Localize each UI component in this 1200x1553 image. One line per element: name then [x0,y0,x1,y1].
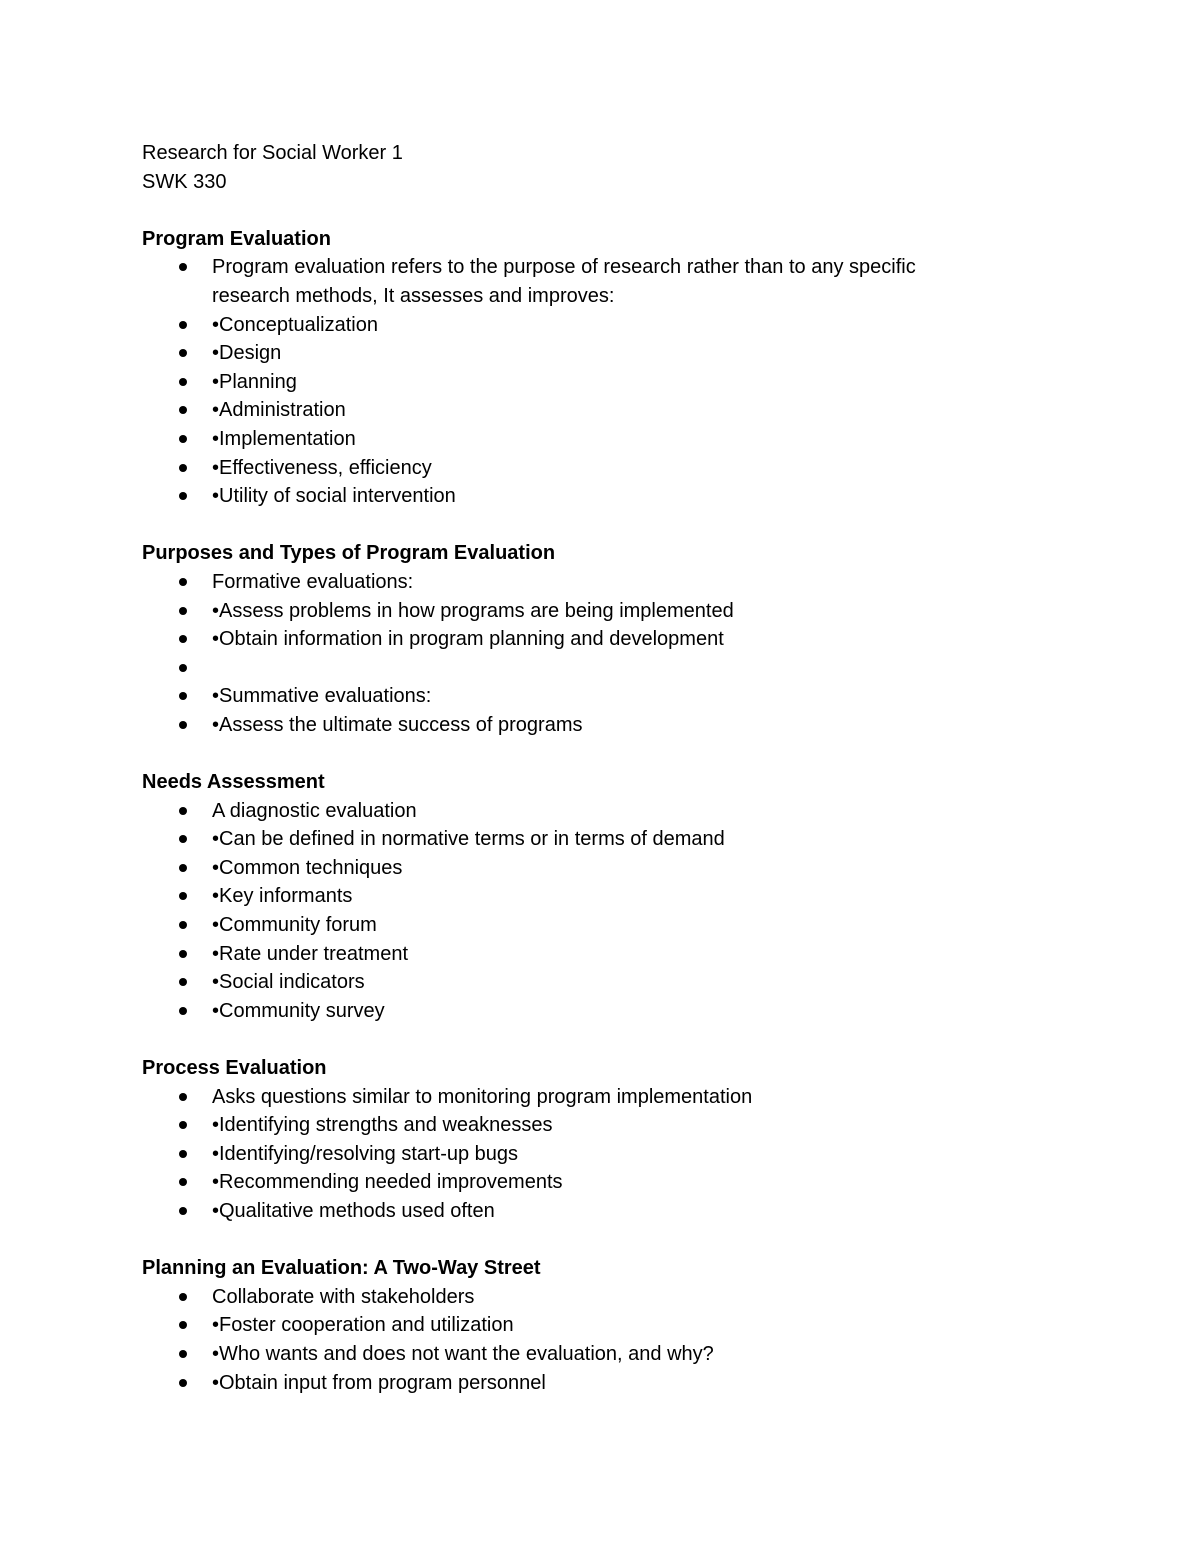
bullet-dot-icon [179,406,187,414]
bullet-dot-icon [179,892,187,900]
bullet-list-purposes-types [142,568,1042,740]
list-item: •Community forum [142,911,992,940]
bullet-list-planning-evaluation [142,1283,1042,1397]
blank-line [142,196,1042,225]
list-item: •Planning [142,368,992,397]
bullet-dot-icon [179,978,187,986]
list-item: •Common techniques [142,854,992,883]
blank-line [142,1226,1042,1255]
list-item: •Rate under treatment [142,940,992,969]
bullet-dot-icon [179,721,187,729]
bullet-dot-icon [179,1207,187,1215]
list-item: •Foster cooperation and utilization [142,1311,992,1340]
list-item: •Effectiveness, efficiency [142,454,992,483]
bullet-dot-icon [179,349,187,357]
section-heading-purposes-types: Purposes and Types of Program Evaluation [142,542,556,565]
bullet-dot-icon [179,1350,187,1358]
list-item [142,654,992,683]
list-item: •Identifying strengths and weaknesses [142,1111,992,1140]
list-item: •Social indicators [142,968,992,997]
bullet-dot-icon [179,578,187,586]
blank-line [142,511,1042,540]
bullet-dot-icon [179,1293,187,1301]
list-item: •Assess problems in how programs are being implemented [142,597,992,626]
bullet-dot-icon [179,1093,187,1101]
bullet-dot-icon [179,435,187,443]
bullet-dot-icon [179,1121,187,1129]
list-item: •Recommending needed improvements [142,1168,992,1197]
list-item: •Can be defined in normative terms or in terms of demand [142,825,992,854]
list-item: •Obtain input from program personnel [142,1369,992,1398]
bullet-dot-icon [179,692,187,700]
list-item: Formative evaluations: [142,568,992,597]
list-item: •Design [142,339,992,368]
list-item: •Who wants and does not want the evaluation, and why? [142,1340,992,1369]
course-code: SWK 330 [142,170,227,193]
list-item: •Assess the ultimate success of programs [142,711,992,740]
bullet-list-process-evaluation [142,1083,1042,1226]
list-item: •Qualitative methods used often [142,1197,992,1226]
list-item: Collaborate with stakeholders [142,1283,992,1312]
bullet-dot-icon [179,950,187,958]
bullet-list-needs-assessment [142,797,1042,1026]
bullet-dot-icon [179,1321,187,1329]
list-item: •Administration [142,396,992,425]
list-item: •Utility of social intervention [142,482,992,511]
list-item: •Obtain information in program planning and development [142,625,992,654]
bullet-dot-icon [179,864,187,872]
bullet-dot-icon [179,664,187,672]
bullet-list-program-evaluation [142,253,1042,510]
list-item: Program evaluation refers to the purpose of research rather than to any specific research methods, It assesses and improves: [142,253,992,310]
list-item: •Implementation [142,425,992,454]
list-item: •Key informants [142,882,992,911]
bullet-dot-icon [179,1007,187,1015]
list-item: Asks questions similar to monitoring program implementation [142,1083,992,1112]
list-item: •Conceptualization [142,311,992,340]
document-content [142,139,1042,1397]
list-item: •Summative evaluations: [142,682,992,711]
bullet-dot-icon [179,263,187,271]
blank-line [142,1025,1042,1054]
bullet-dot-icon [179,835,187,843]
bullet-dot-icon [179,1150,187,1158]
list-item: A diagnostic evaluation [142,797,992,826]
bullet-dot-icon [179,321,187,329]
bullet-dot-icon [179,635,187,643]
bullet-dot-icon [179,464,187,472]
bullet-dot-icon [179,492,187,500]
list-item: •Identifying/resolving start-up bugs [142,1140,992,1169]
bullet-dot-icon [179,607,187,615]
bullet-dot-icon [179,1379,187,1387]
section-heading-program-evaluation: Program Evaluation [142,227,331,250]
blank-line [142,739,1042,768]
bullet-dot-icon [179,921,187,929]
bullet-dot-icon [179,1178,187,1186]
section-heading-process-evaluation: Process Evaluation [142,1057,327,1079]
section-heading-planning-evaluation: Planning an Evaluation: A Two-Way Street [142,1257,541,1280]
bullet-dot-icon [179,378,187,386]
list-item: •Community survey [142,997,992,1026]
bullet-dot-icon [179,807,187,815]
section-heading-needs-assessment: Needs Assessment [142,771,325,794]
course-title: Research for Social Worker 1 [142,142,403,164]
